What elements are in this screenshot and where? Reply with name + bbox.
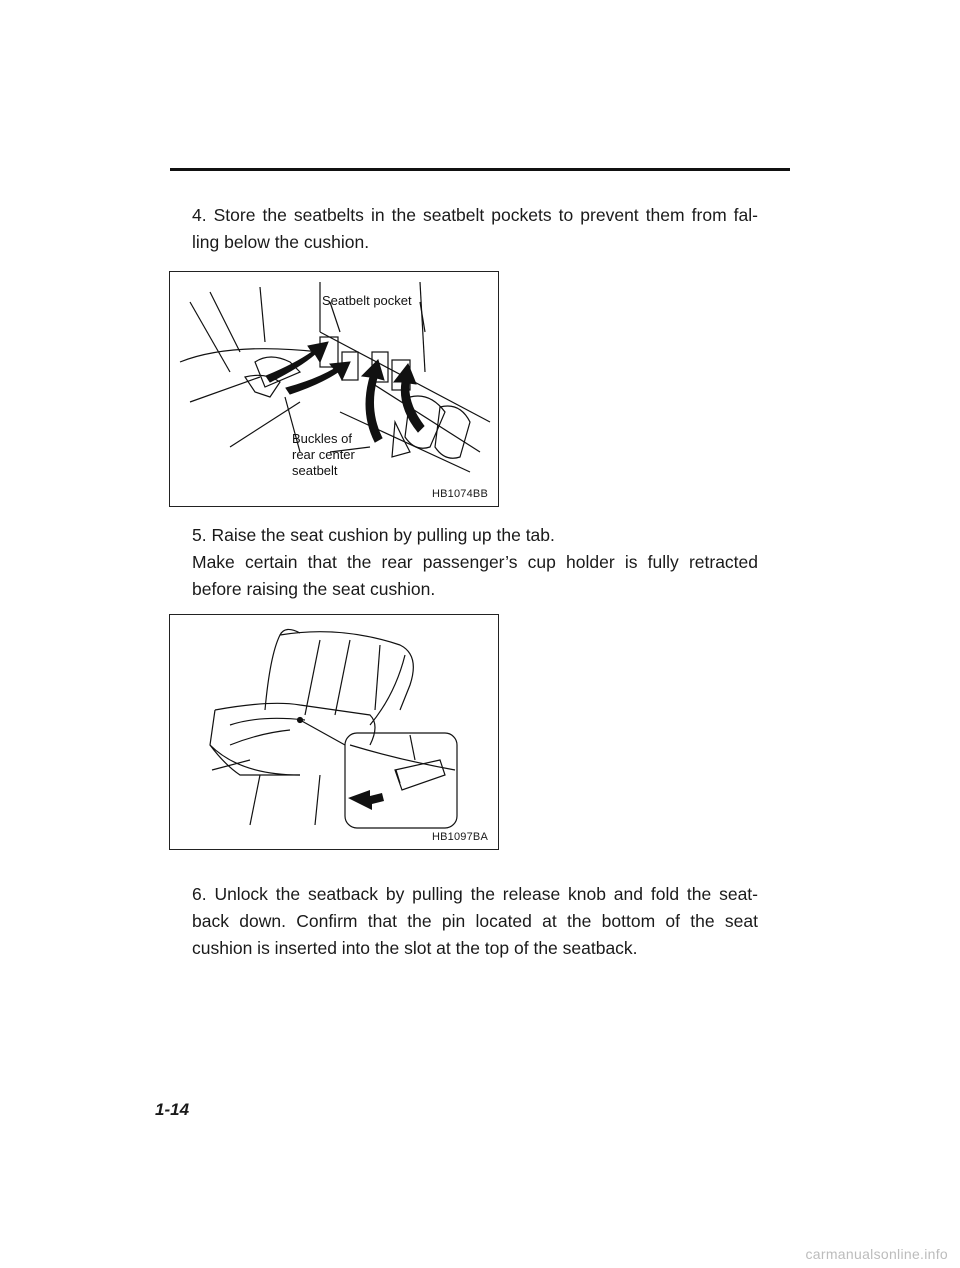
figure-code: HB1097BA bbox=[431, 831, 488, 843]
header-rule bbox=[170, 168, 790, 171]
seat-cushion-illustration bbox=[170, 615, 500, 851]
buckles-label-line-3: seatbelt bbox=[292, 463, 338, 478]
page-number: 1-14 bbox=[155, 1100, 190, 1119]
figure-seatbelt-pocket bbox=[169, 271, 499, 507]
buckles-label-line-2: rear center bbox=[292, 447, 355, 462]
buckles-label-line-1: Buckles of bbox=[292, 431, 352, 446]
figure-seat-cushion bbox=[169, 614, 499, 850]
step-5-text: 5. Raise the seat cushion by pulling up the tab. bbox=[192, 525, 555, 545]
seatbelt-pocket-label: Seatbelt pocket bbox=[322, 293, 412, 308]
footer-watermark: carmanualsonline.info bbox=[805, 1246, 948, 1262]
figure-code: HB1074BB bbox=[431, 488, 488, 500]
step-6-text: 6. Unlock the seatback by pulling the release knob and fold the seat-back down. Confirm that the pin located at the bottom of the seat cushion is inserted into the slot at the top of the seatback. bbox=[192, 884, 758, 958]
step-4-text: 4. Store the seatbelts in the seatbelt pockets to prevent them from fal-ling below the cushion. bbox=[192, 205, 758, 252]
step-5-note: Make certain that the rear passenger’s cup holder is fully retracted before raising the seat cushion. bbox=[192, 552, 758, 599]
